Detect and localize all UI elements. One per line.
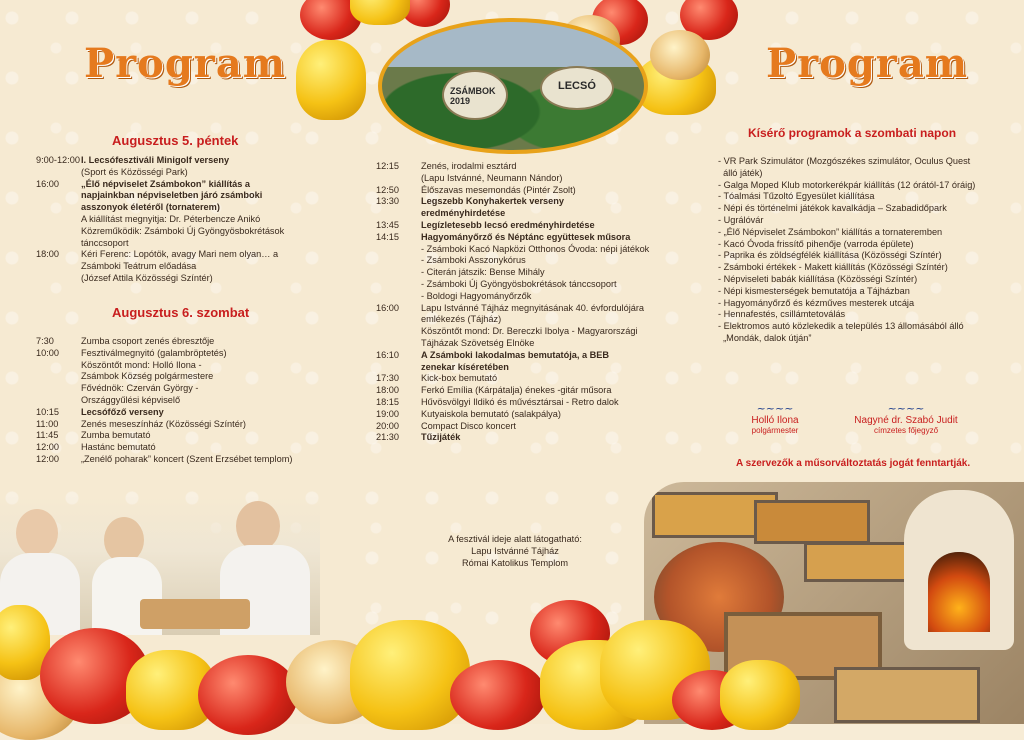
schedule-text (421, 385, 676, 397)
schedule-time: 18:15 (376, 396, 399, 407)
schedule-time: 18:00 (376, 385, 399, 396)
schedule-line: - Zsámboki Új Gyöngyösbokrétások tánccsoport (421, 278, 617, 289)
signature-scribble: ~~~~ (887, 402, 925, 415)
schedule-line: Hastánc bemutató (81, 442, 156, 453)
schedule-row (376, 421, 676, 433)
schedule-line: Legízletesebb lecsó eredményhirdetése (421, 219, 595, 230)
schedule-text (421, 397, 676, 409)
schedule-row (376, 397, 676, 409)
schedule-text (421, 185, 676, 197)
schedule-text (421, 220, 676, 232)
schedule-line: Zenés, irodalmi esztárd (421, 161, 517, 171)
schedule-line: Tájházak Szövetség Elnöke (421, 337, 535, 348)
schedule-line: (Lapu Istvánné, Neumann Nándor) (421, 172, 563, 183)
schedule-row (36, 419, 336, 431)
schedule-row (376, 161, 676, 185)
schedule-row (36, 155, 336, 179)
schedule-line: Ferkó Emília (Kárpátalja) énekes -gitár műsora (421, 385, 612, 396)
schedule-line: Hűvösvölgyi Ildikó és művésztársai - Retro dalok (421, 396, 619, 407)
schedule-line: - Zsámboki Asszonykórus (421, 255, 526, 266)
day1-heading: Augusztus 5. péntek (112, 133, 239, 148)
schedule-line: - Zsámboki Kacó Napközi Otthonos Óvoda: népi játékok (421, 243, 650, 254)
schedule-text (421, 244, 676, 303)
schedule-time: 13:45 (376, 219, 399, 230)
schedule-time: 13:30 (376, 196, 399, 207)
schedule-line: „Élő népviselet Zsámbokon” kiállítás a (81, 178, 251, 189)
left-program-title: Program (84, 40, 287, 87)
schedule-text (81, 454, 336, 466)
schedule-text (81, 336, 336, 348)
right-program-title: Program (766, 40, 969, 87)
schedule-line: Kéri Ferenc: Lopótök, avagy Mari nem olyan… a (81, 249, 279, 260)
signature-notary (836, 402, 976, 435)
side-program-item: - Kacó Óvoda frissítő pihenője (varroda épülete) (718, 238, 914, 249)
schedule-time (36, 214, 81, 249)
schedule-line: Compact Disco koncert (421, 420, 516, 431)
schedule-line: napjainkban népviseletben járó zsámboki (81, 190, 263, 201)
schedule-text (81, 348, 336, 407)
side-program-item: - „Élő Népviselet Zsámbokon” kiállítás a tornateremben (718, 226, 943, 237)
schedule-line: tánccsoport (81, 237, 129, 248)
side-program-item: - Népi és történelmi játékok kavalkádja – Szabadidőpark (718, 203, 947, 214)
schedule-row (376, 196, 676, 220)
schedule-time: 19:00 (376, 408, 399, 419)
schedule-text (81, 155, 336, 179)
signer-role: polgármester (751, 426, 799, 435)
schedule-line: Hagyományőrző és Néptánc együttesek műsora (421, 231, 631, 242)
note-line: Lapu Istvánné Tájház (471, 546, 559, 556)
schedule-time: 11:45 (36, 430, 59, 441)
schedule-text (81, 419, 336, 431)
side-program-item: - Elektromos autó közlekedik a település 13 állomásából álló (718, 321, 964, 332)
schedule-line: A kiállítást megnyitja: Dr. Péterbencze Anikó (81, 213, 261, 224)
pepper-decoration (720, 660, 800, 730)
side-program-item: - Paprika és zöldségfélék kiállítása (Közösségi Színtér) (718, 250, 942, 261)
schedule-line: Fesztiválmegnyitó (galambröptetés) (81, 347, 227, 358)
note-line: Római Katolikus Templom (461, 558, 569, 568)
schedule-time: 11:00 (36, 418, 59, 429)
schedule-text (421, 232, 676, 244)
schedule-row (36, 442, 336, 454)
schedule-text (81, 407, 336, 419)
day1-schedule (36, 155, 336, 285)
schedule-row (376, 220, 676, 232)
schedule-line: Zsámbok Község polgármestere (81, 371, 214, 382)
schedule-line: Zumba csoport zenés ébresztője (81, 336, 215, 346)
schedule-time: 20:00 (376, 420, 399, 431)
schedule-time (376, 244, 421, 303)
schedule-line: Köszöntőt mond: Holló Ilona - (81, 359, 202, 370)
day2-schedule (36, 336, 336, 466)
schedule-line: Élőszavas mesemondás (Pintér Zsolt) (421, 184, 576, 195)
schedule-line: Köszöntőt mond: Dr. Bereczki Ibolya - Magyarországi (421, 326, 638, 337)
signature-mayor (730, 402, 820, 435)
pepper-decoration (296, 40, 366, 120)
signer-role: címzetes főjegyző (873, 426, 939, 435)
schedule-time: 16:10 (376, 349, 399, 360)
schedule-time: 16:00 (376, 302, 399, 313)
schedule-text (81, 249, 336, 284)
schedule-line: Legszebb Konyhakertek verseny (421, 196, 564, 207)
schedule-text (81, 442, 336, 454)
signer-name: Holló Ilona (751, 415, 799, 426)
tomato-decoration (198, 655, 298, 735)
women-cooking-photo (0, 495, 320, 635)
festival-photo-oval (378, 18, 648, 154)
schedule-row (36, 214, 336, 249)
schedule-line: - Boldogi Hagyományőrzők (421, 290, 532, 301)
schedule-line: I. Lecsófesztiváli Minigolf verseny (81, 155, 230, 165)
side-program-item: álló játék) (718, 167, 763, 178)
onion-decoration (650, 30, 710, 80)
schedule-row (376, 385, 676, 397)
schedule-row (36, 348, 336, 407)
schedule-row (376, 232, 676, 244)
schedule-row (36, 249, 336, 284)
schedule-line: Zumba bemutató (81, 430, 151, 441)
schedule-row (36, 336, 336, 348)
disclaimer: A szervezők a műsorváltoztatás jogát fenntartják. (736, 458, 971, 469)
schedule-text (421, 196, 676, 220)
side-program-item: „Mondák, dalok útján” (718, 332, 812, 343)
day2-heading: Augusztus 6. szombat (112, 305, 250, 320)
schedule-line: zenekar kíséretében (421, 361, 509, 372)
schedule-row (36, 407, 336, 419)
schedule-line: Lecsófőző verseny (81, 406, 164, 417)
schedule-time: 7:30 (36, 336, 54, 346)
schedule-text (421, 373, 676, 385)
schedule-line: Fővédnök: Czerván György - (81, 383, 199, 394)
schedule-text (421, 161, 676, 185)
schedule-time: 17:30 (376, 373, 399, 384)
schedule-text (421, 409, 676, 421)
side-program-item: - Ugrálóvár (718, 214, 764, 225)
signer-name: Nagyné dr. Szabó Judit (854, 415, 958, 426)
squash-sign-text: LECSÓ (558, 80, 596, 92)
schedule-row (376, 432, 676, 444)
side-program-item: - Galga Moped Klub motorkerékpár kiállítás (12 órától-17 óráig) (718, 179, 976, 190)
schedule-text (421, 350, 676, 374)
schedule-time: 16:00 (36, 178, 59, 189)
squash-sign (540, 66, 614, 110)
schedule-row (376, 409, 676, 421)
schedule-line: (József Attila Közösségi Színtér) (81, 272, 213, 283)
schedule-line: Közreműködik: Zsámboki Új Gyöngyösbokrétások (81, 225, 285, 236)
signature-scribble: ~~~~ (756, 402, 794, 415)
schedule-text (421, 303, 676, 350)
schedule-text (421, 421, 676, 433)
schedule-time: 12:15 (376, 161, 399, 171)
schedule-line: „Zenélő poharak” koncert (Szent Erzsébet templom) (81, 453, 293, 464)
side-program-item: - Hagyományőrző és kézműves mesterek utcája (718, 297, 915, 308)
schedule-text (81, 430, 336, 442)
schedule-line: Lapu Istvánné Tájház megnyitásának 40. évfordulójára (421, 302, 645, 313)
visitable-note (420, 533, 610, 569)
pumpkin-sign-text: ZSÁMBOK 2019 (450, 86, 496, 106)
schedule-line: (Sport és Közösségi Park) (81, 166, 188, 177)
schedule-line: eredményhirdetése (421, 208, 506, 219)
schedule-text (421, 432, 676, 444)
schedule-time: 10:00 (36, 347, 59, 358)
schedule-row (36, 454, 336, 466)
schedule-row (376, 244, 676, 303)
schedule-text (81, 214, 336, 249)
schedule-line: emlékezés (Tájház) (421, 314, 502, 325)
pumpkin-sign (442, 70, 508, 120)
side-program-item: - Népviseleti babák kiállítása (Közösségi Színtér) (718, 273, 918, 284)
schedule-time: 12:00 (36, 442, 59, 453)
saturday-afternoon-schedule (376, 161, 676, 444)
schedule-row (376, 350, 676, 374)
schedule-time: 12:00 (36, 453, 59, 464)
schedule-line: Kick-box bemutató (421, 373, 498, 384)
schedule-line: A Zsámboki lakodalmas bemutatója, a BEB (421, 349, 610, 360)
schedule-row (36, 430, 336, 442)
schedule-time: 10:15 (36, 406, 59, 417)
side-program-item: - VR Park Szimulátor (Mozgószékes szimulátor, Oculus Quest (718, 156, 971, 166)
schedule-row (376, 303, 676, 350)
schedule-time: 9:00-12:00 (36, 155, 80, 165)
side-program-item: - Hennafestés, csillámtetoválás (718, 309, 846, 320)
pepper-decoration (350, 620, 470, 730)
note-line: A fesztivál ideje alatt látogatható: (448, 534, 582, 544)
side-program-item: - Zsámboki értékek - Makett kiállítás (Közösségi Színtér) (718, 262, 948, 273)
tomato-decoration (450, 660, 546, 730)
schedule-row (376, 373, 676, 385)
side-program-item: - Népi kismesterségek bemutatója a Tájházban (718, 285, 910, 296)
schedule-line: Zenés meseszínház (Közösségi Színtér) (81, 418, 246, 429)
schedule-line: Tűzijáték (421, 432, 461, 443)
schedule-time: 21:30 (376, 432, 399, 443)
side-programs-list (718, 156, 1008, 345)
schedule-line: asszonyok életéről (tornaterem) (81, 202, 220, 213)
schedule-time: 12:50 (376, 184, 399, 195)
side-programs-heading: Kísérő programok a szombati napon (748, 126, 957, 140)
schedule-line: Kutyaiskola bemutató (salakpálya) (421, 408, 561, 419)
schedule-row (36, 179, 336, 214)
schedule-line: Országgyűlési képviselő (81, 394, 181, 405)
schedule-row (376, 185, 676, 197)
schedule-line: - Citerán játszik: Bense Mihály (421, 267, 545, 278)
schedule-time: 18:00 (36, 249, 59, 260)
schedule-text (81, 179, 336, 214)
side-program-item: - Tóalmási Tűzoltó Egyesület kiállítása (718, 191, 875, 202)
schedule-line: Zsámboki Teátrum előadása (81, 261, 197, 272)
schedule-time: 14:15 (376, 231, 399, 242)
